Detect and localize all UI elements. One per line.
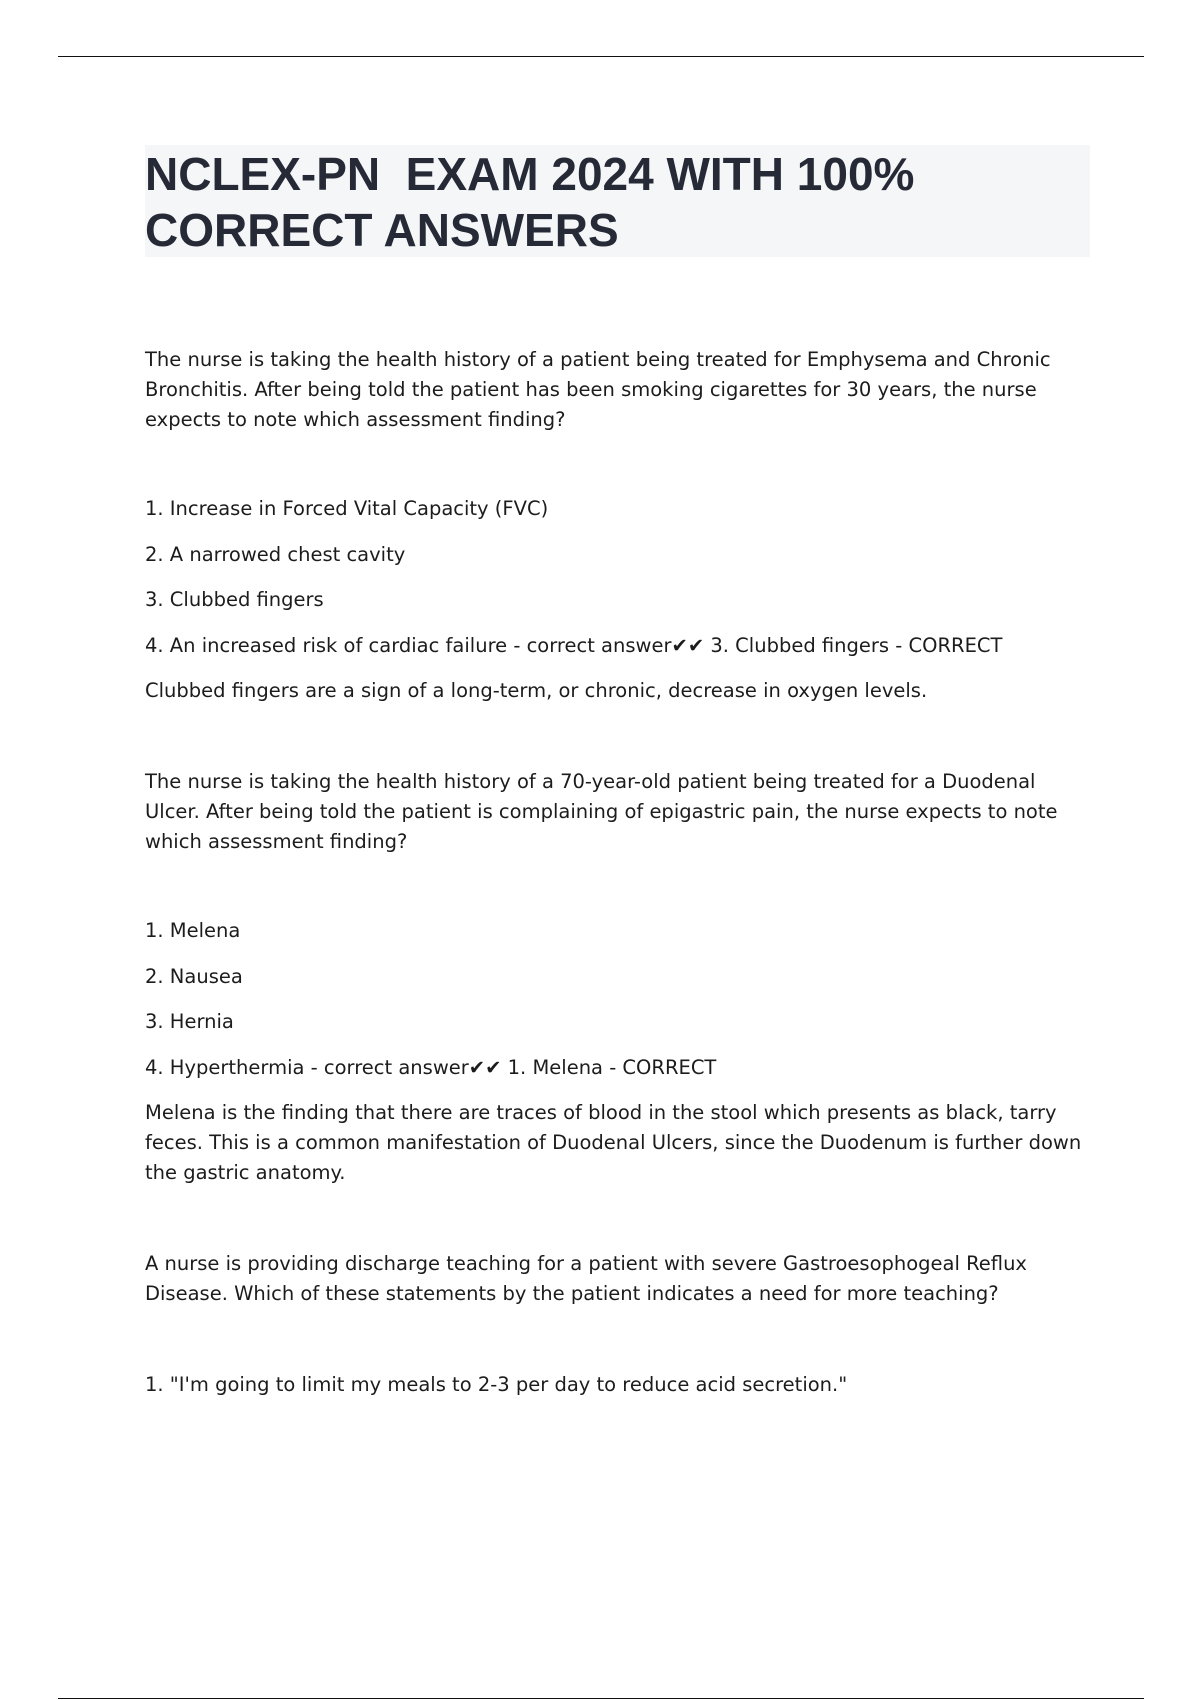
- question-3-stem: A nurse is providing discharge teaching for a patient with severe Gastroesophogeal Reflux Disease. Which of these statements by the patient indicates a need for more teaching?: [145, 1252, 1034, 1305]
- question-2-option-1: 1. Melena: [145, 919, 241, 942]
- document-title: NCLEX-PN EXAM 2024 WITH 100% CORRECT ANSWERS: [145, 148, 928, 256]
- question-1-stem: The nurse is taking the health history of a patient being treated for Emphysema and Chronic Bronchitis. After being told the patient has been smoking cigarettes for 30 years, the nurse expects to note which assessment finding?: [145, 348, 1057, 431]
- question-1-answer: 4. An increased risk of cardiac failure - correct answer✔✔ 3. Clubbed fingers - CORRECT: [145, 634, 1003, 657]
- question-2-option-3: 3. Hernia: [145, 1010, 234, 1033]
- question-2-answer: 4. Hyperthermia - correct answer✔✔ 1. Melena - CORRECT: [145, 1056, 717, 1079]
- question-2-option-2: 2. Nausea: [145, 965, 243, 988]
- question-1-option-1: 1. Increase in Forced Vital Capacity (FVC): [145, 497, 549, 520]
- question-2-stem: The nurse is taking the health history of a 70-year-old patient being treated for a Duodenal Ulcer. After being told the patient is complaining of epigastric pain, the nurse expects to note which assessment finding?: [145, 770, 1064, 853]
- top-rule: [58, 56, 1144, 57]
- bottom-rule: [58, 1698, 1144, 1699]
- question-1-rationale: Clubbed fingers are a sign of a long-term, or chronic, decrease in oxygen levels.: [145, 679, 928, 702]
- question-3-option-1: 1. "I'm going to limit my meals to 2-3 per day to reduce acid secretion.": [145, 1373, 848, 1396]
- question-1-option-2: 2. A narrowed chest cavity: [145, 543, 406, 566]
- question-1-option-3: 3. Clubbed fingers: [145, 588, 324, 611]
- question-2-rationale: Melena is the finding that there are traces of blood in the stool which presents as black, tarry feces. This is a common manifestation of Duodenal Ulcers, since the Duodenum is further down the gastric anatomy.: [145, 1101, 1088, 1184]
